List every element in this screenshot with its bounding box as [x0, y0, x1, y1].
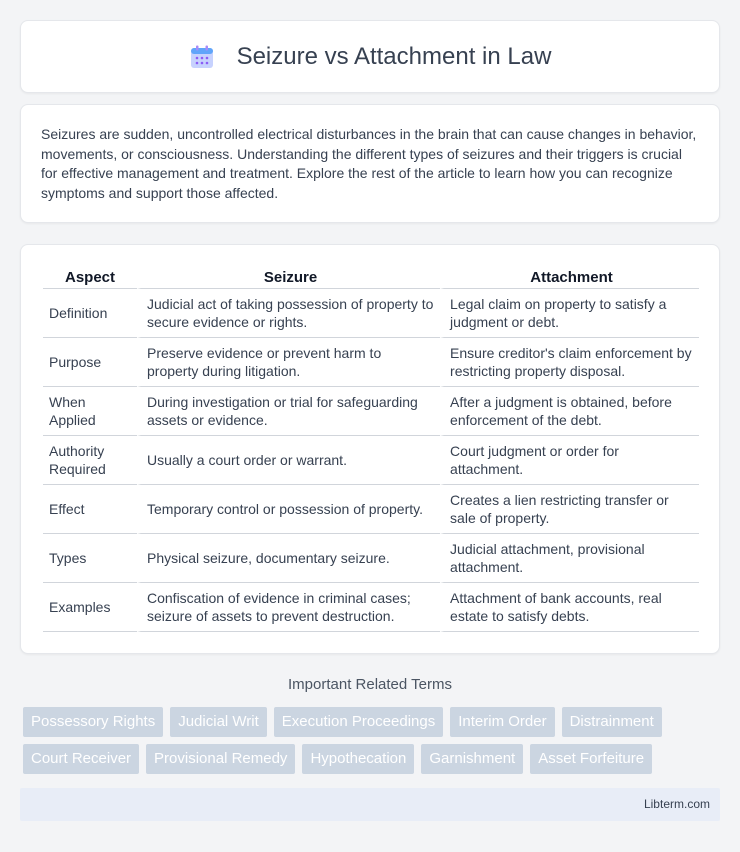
attachment-cell: Judicial attachment, provisional attachment.	[440, 534, 699, 583]
table-row	[43, 387, 699, 436]
attachment-cell: Attachment of bank accounts, real estate to satisfy debts.	[440, 583, 699, 632]
tag-court-receiver[interactable]: Court Receiver	[23, 744, 139, 774]
footer-link[interactable]: Libterm.com	[643, 797, 710, 811]
aspect-cell: Authority Required	[43, 436, 137, 485]
related-terms-heading: Important Related Terms	[288, 676, 452, 693]
attachment-cell: After a judgment is obtained, before enforcement of the debt.	[440, 387, 699, 436]
aspect-cell: Examples	[43, 583, 137, 632]
tag-interim-order[interactable]: Interim Order	[450, 707, 554, 737]
tag-provisional-remedy[interactable]: Provisional Remedy	[146, 744, 295, 774]
table-row	[43, 534, 699, 583]
seizure-cell: Preserve evidence or prevent harm to property during litigation.	[137, 338, 440, 387]
seizure-cell: During investigation or trial for safeguarding assets or evidence.	[137, 387, 440, 436]
aspect-cell: Definition	[43, 289, 137, 338]
seizure-cell: Usually a court order or warrant.	[137, 436, 440, 485]
table-row	[43, 289, 699, 338]
seizure-cell: Temporary control or possession of property.	[137, 485, 440, 534]
page-title: Seizure vs Attachment in Law	[236, 42, 552, 70]
table-row	[43, 485, 699, 534]
aspect-cell: Purpose	[43, 338, 137, 387]
attachment-cell: Creates a lien restricting transfer or sale of property.	[440, 485, 699, 534]
calendar-icon	[189, 44, 215, 70]
attachment-cell: Ensure creditor's claim enforcement by restricting property disposal.	[440, 338, 699, 387]
aspect-cell: When Applied	[43, 387, 137, 436]
tag-distrainment[interactable]: Distrainment	[562, 707, 662, 737]
table-row	[43, 338, 699, 387]
tag-possessory-rights[interactable]: Possessory Rights	[23, 707, 163, 737]
comparison-table	[43, 265, 699, 632]
table-row	[43, 583, 699, 632]
tag-row	[23, 707, 723, 737]
tag-asset-forfeiture[interactable]: Asset Forfeiture	[530, 744, 652, 774]
seizure-cell: Confiscation of evidence in criminal cases; seizure of assets to prevent destruction.	[137, 583, 440, 632]
aspect-cell: Effect	[43, 485, 137, 534]
header-seizure: Seizure	[137, 265, 440, 289]
seizure-cell: Judicial act of taking possession of property to secure evidence or rights.	[137, 289, 440, 338]
related-terms	[23, 707, 723, 781]
header-attachment: Attachment	[440, 265, 699, 289]
seizure-cell: Physical seizure, documentary seizure.	[137, 534, 440, 583]
intro-text: Seizures are sudden, uncontrolled electrical disturbances in the brain that can cause changes in behavior, movements, or consciousness. Understanding the different types of seizures and their triggers is crucial for effective management and treatment. Explore the rest of the article to learn how you can recognize symptoms and support those affected.	[41, 126, 697, 201]
attachment-cell: Legal claim on property to satisfy a judgment or debt.	[440, 289, 699, 338]
footer	[20, 788, 720, 821]
attachment-cell: Court judgment or order for attachment.	[440, 436, 699, 485]
comparison-card	[20, 244, 720, 654]
tag-judicial-writ[interactable]: Judicial Writ	[170, 707, 267, 737]
header-aspect: Aspect	[43, 265, 137, 289]
intro-card	[20, 104, 720, 223]
aspect-cell: Types	[43, 534, 137, 583]
table-row	[43, 436, 699, 485]
tag-row	[23, 744, 723, 774]
table-header-row	[43, 265, 699, 289]
title-card	[20, 20, 720, 93]
tag-execution-proceedings[interactable]: Execution Proceedings	[274, 707, 443, 737]
tag-hypothecation[interactable]: Hypothecation	[302, 744, 414, 774]
tag-garnishment[interactable]: Garnishment	[421, 744, 523, 774]
